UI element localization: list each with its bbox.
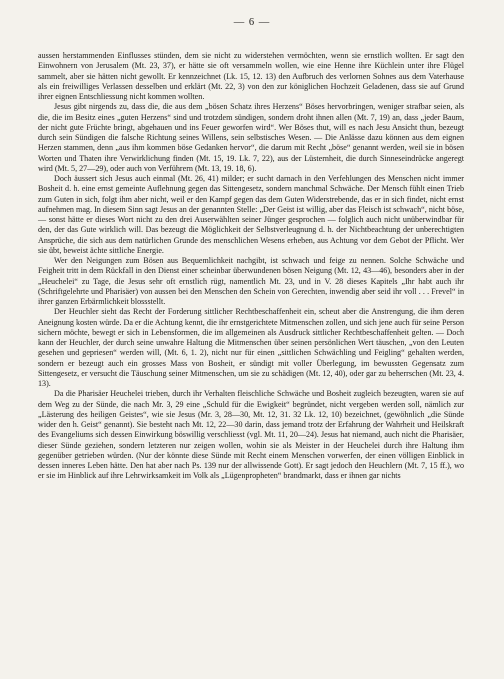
body-text bbox=[38, 51, 464, 482]
page-number: — 6 — bbox=[233, 17, 271, 28]
paragraph: Der Heuchler sieht das Recht der Forderung sittlicher Rechtbeschaffenheit ein, scheut aber die Anstrengung, die ihm deren Aneignung kosten würde. Da er die Achtung kennt, die ihr ernstgerichtete Mitmenschen zollen, und sich jene auch für seine Person sichern möchte, bewegt er sich in Lebensformen, die im allgemeinen als Ausdruck sittlicher Rechtbeschaffenheit gelten. — Doch kann der Heuchler, der durch seine unwahre Haltung die Mitmenschen über seinen persönlichen Wert täuschen, „von den Leuten gesehen und gepriesen“ werden will, (Mt. 6, 1. 2), nicht nur für einen „sittlichen Schwächling und Feigling“ gehalten werden, sondern er bezeugt auch ein grosses Mass von Bosheit, er sündigt mit voller Überlegung, im bewussten Gegensatz zum Sittengesetz, er versucht die Täuschung seiner Mitmenschen, um sie zu schädigen (Mt. 12, 40), oder gar zu beherrschen (Mt. 23, 4. 13). bbox=[38, 307, 464, 388]
paragraph: Jesus gibt nirgends zu, dass die, die aus dem „bösen Schatz ihres Herzens“ Böses hervorbringen, weniger strafbar seien, als die, die im Besitz eines „guten Herzens“ sind und trotzdem sündigen, sondern droht ihnen allen (Mt. 7, 19) an, dass „jeder Baum, der nicht gute Früchte bringt, abgehauen und ins Feuer geworfen wird“. Wer Böses thut, will es nach Jesu Ansicht thun, bezeugt durch sein Sündigen die falsche Richtung seines Willens, sein selbstisches Wesen. — Die Anlässe dazu können aus dem eignen Herzen stammen, denn „aus ihm kommen böse Gedanken hervor“, die darum mit Recht „böse“ genannt werden, weil sie in bösen Worten und Thaten ihre Verwirklichung finden (Mt. 15, 19. Lk. 7, 22), aus der Lüsternheit, die durch Sinneseindrücke angeregt wird (Mt. 5, 27—29), oder auch von Verführern (Mt. 13, 19. 18, 6). bbox=[38, 102, 464, 173]
paragraph: Wer den Neigungen zum Bösen aus Bequemlichkeit nachgibt, ist schwach und feige zu nennen. Solche Schwäche und Feigheit tritt in dem Rückfall in den Dienst einer scheinbar überwundenen bösen Neigung (Mt. 12, 43—46), besonders aber in der „Heuchelei“ zu Tage, die Jesus sehr oft ernstlich rügt, namentlich Mt. 23, und in V. 28 dieses Kapitels „Ihr habt auch ihr (Schriftgelehrte und Pharisäer) von aussen bei den Menschen den Schein von Gerechten, inwendig aber seid ihr voll . . . Frevel“ in ihrer ganzen Erbärmlichkeit blossstellt. bbox=[38, 256, 464, 306]
paragraph: aussen herstammenden Einflusses stünden, dem sie nicht zu widerstehen vermöchten, wenn sie ernstlich wollten. Er sagt den Einwohnern von Jerusalem (Mt. 23, 37), er hätte sie oft versammeln wollen, wie eine Henne ihre Küchlein unter ihre Flügel sammelt, aber sie hätten nicht gewollt. Er kennzeichnet (Lk. 15, 12. 13) den Aufbruch des verlornen Sohnes aus dem Vaterhause als ein freiwilliges Verlassen desselben und erklärt (Mt. 22, 3) von den zur königlichen Hochzeit Geladenen, dass sie auf Grund ihrer eignen Entschliessung nicht kommen wollten. bbox=[38, 51, 464, 101]
paragraph: Doch äussert sich Jesus auch einmal (Mt. 26, 41) milder; er sucht darnach in den Verfehlungen des Menschen nicht immer Bosheit d. h. eine ernst gemeinte Auflehnung gegen das Sittengesetz, sondern manchmal Schwäche. Der Mensch fühlt einen Trieb zum Guten in sich, folgt ihm aber nicht, weil er den Kampf gegen das dem Guten Widerstrebende, das er in sich findet, nicht ernst aufnehmen mag. In diesem Sinn sagt Jesus an der genannten Stelle: „Der Geist ist willig, aber das Fleisch ist schwach“, nicht böse, — sonst hätte er dieses Wort nicht zu den drei Auserwählten seiner Jünger gesprochen — folglich auch nicht unüberwindbar für den, der das Gute wirklich will. Das bezeugt die Möglichkeit der Selbstverleugnung d. h. der Nichtbeachtung der unberechtigten Ansprüche, die sich aus dem natürlichen Grunde des menschlichen Wesens erheben, aus Achtung vor dem Gebot der Pflicht. Wer sie übt, beweist ächte sittliche Energie. bbox=[38, 174, 464, 255]
paragraph: Da die Pharisäer Heuchelei trieben, durch ihr Verhalten fleischliche Schwäche und Bosheit zugleich bezeugten, waren sie auf dem Weg zu der Sünde, die nach Mr. 3, 29 eine „Schuld für die Ewigkeit“ begründet, nicht vergeben werden soll, nämlich zur „Lästerung des heiligen Geistes“, wie sie Jesus (Mr. 3, 28—30, Mt. 12, 31. 32 Lk. 12, 10) bezeichnet, (gewöhnlich „die Sünde wider den h. Geist“ genannt). Sie besteht nach Mt. 12, 22—30 darin, dass jemand trotz der Erfahrung der Wahrheit und Heilskraft des Evangeliums sich dessen Einwirkung böswillig verschliesst (vgl. Mt. 11, 20—24). Jesus hat niemand, auch nicht die Pharisäer, dieser Sünde geziehen, sondern letzteren nur zeigen wollen, wohin sie als Meister in der Heuchelei durch ihre Haltung ihm gegenüber getrieben würden. (Nur der könnte diese Sünde mit Recht einem Menschen vorwerfen, der einen völligen Einblick in dessen inneres Leben hätte. Den hat aber nach Ps. 139 nur der allwissende Gott). Er sagt jedoch den Heuchlern (Mt. 7, 15 ff.), wo er sie im Hinblick auf ihre Lehrwirksamkeit im Volk als „Lügenpropheten“ brandmarkt, dass er ihnen gar nichts bbox=[38, 389, 464, 481]
